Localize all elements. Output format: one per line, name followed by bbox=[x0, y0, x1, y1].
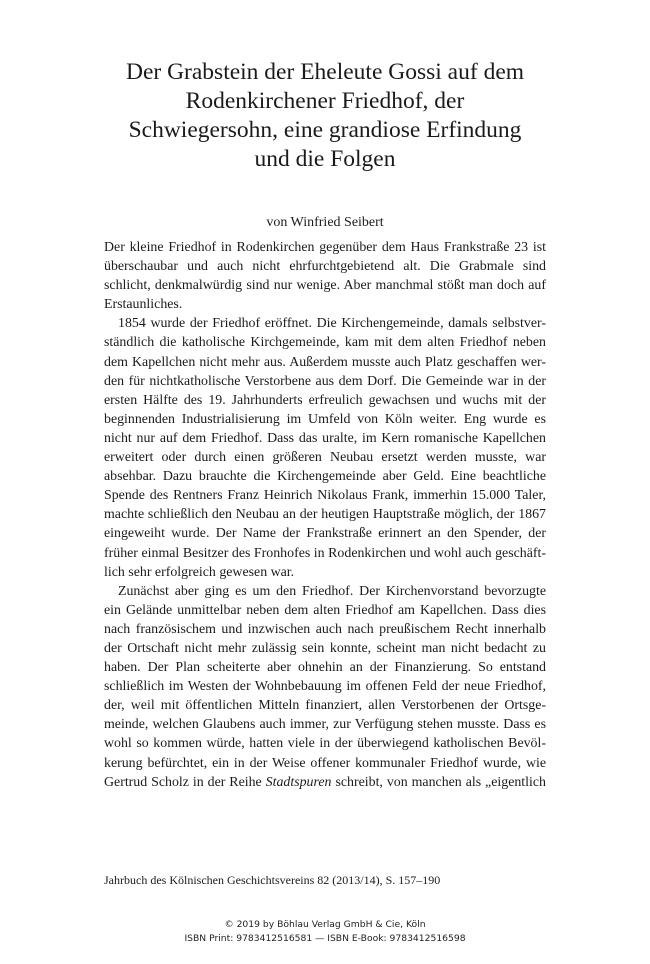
text-line: beginnenden Industrialisierung im Umfeld von Köln weiter. Eng wurde es bbox=[104, 411, 546, 427]
isbn-line: ISBN Print: 9783412516581 — ISBN E-Book: 9783412516598 bbox=[184, 933, 466, 944]
text-line bbox=[104, 773, 546, 792]
text-line: schließlich im Westen der Wohnbebauung im offenen Feld der neue Friedhof, bbox=[104, 679, 546, 695]
article-body bbox=[104, 238, 546, 792]
paragraph bbox=[104, 238, 546, 314]
text-line: ein Gelände unmittelbar neben dem alten Friedhof am Kapellchen. Dass dies bbox=[104, 602, 546, 618]
text-line: ständlich die katholische Kirchgemeinde, kam mit dem alten Friedhof neben bbox=[104, 335, 546, 351]
series-title: Stadtspuren bbox=[265, 774, 332, 790]
text-line: absehbar. Dazu brauchte die Kirchengemeinde aber Geld. Eine beachtliche bbox=[104, 469, 546, 485]
text-line: ersten Hälfte des 19. Jahrhunderts erfreulich gewachsen und wuchs mit der bbox=[104, 392, 546, 408]
paragraph bbox=[104, 582, 546, 792]
text-line: kerung befürchtet, ein in der Weise offener kommunaler Friedhof wurde, wie bbox=[104, 755, 546, 771]
text-line: dem Kapellchen nicht mehr aus. Außerdem musste auch Platz geschaffen wer- bbox=[104, 354, 546, 370]
text-line: Der kleine Friedhof in Rodenkirchen gegenüber dem Haus Frankstraße 23 ist bbox=[104, 240, 546, 255]
title-line: Der Grabstein der Eheleute Gossi auf dem bbox=[125, 59, 525, 85]
text-line: 1854 wurde der Friedhof eröffnet. Die Kirchengemeinde, damals selbstver- bbox=[118, 316, 546, 332]
text-line: Zunächst aber ging es um den Friedhof. Der Kirchenvorstand bevorzugte bbox=[118, 583, 546, 599]
imprint bbox=[0, 918, 650, 946]
text-line: machte schließlich den Neubau an der heutigen Hauptstraße möglich, der 1867 bbox=[104, 507, 546, 523]
text-line: nicht nur auf dem Friedhof. Dass das uralte, im Kern romanische Kapellchen bbox=[104, 430, 546, 446]
text-line: Erstaunliches. bbox=[104, 297, 183, 313]
text-line: lich sehr erfolgreich gewesen war. bbox=[104, 564, 295, 580]
text-line: nach französischem und inzwischen auch nach preußischem Recht innerhalb bbox=[104, 621, 546, 637]
author-byline: von Winfried Seibert bbox=[266, 215, 384, 230]
text-line: früher einmal Besitzer des Fronhofes in Rodenkirchen und wohl auch geschäft- bbox=[104, 545, 546, 561]
text-line: Spende des Rentners Franz Heinrich Nikolaus Frank, immerhin 15.000 Taler, bbox=[104, 488, 546, 504]
text-line: eingeweiht wurde. Der Name der Frankstraße erinnert an den Spender, der bbox=[104, 526, 546, 542]
text-line: überschaubar und auch nicht ehrfurchtgebietend alt. Die Grabmale sind bbox=[104, 259, 546, 275]
text-line: meinde, welchen Glaubens auch immer, zur Verfügung stehen musste. Dass es bbox=[104, 717, 546, 733]
title-line: und die Folgen bbox=[254, 146, 396, 172]
text-line: haben. Der Plan scheiterte aber ohnehin an der Finanzierung. So entstand bbox=[104, 660, 546, 676]
text-line: schlicht, denkmalwürdig sind nur wenige. Aber manchmal stößt man doch auf bbox=[104, 278, 546, 294]
article-title bbox=[80, 58, 570, 174]
text-line: der Ortschaft nicht mehr zulässig sein konnte, scheint man nicht bedacht zu bbox=[104, 640, 546, 656]
text-line: erweitert oder durch einen größeren Neubau ersetzt werden musste, war bbox=[104, 450, 546, 466]
text-line: den für nichtkatholische Verstorbene aus dem Dorf. Die Gemeinde war in der bbox=[104, 373, 546, 389]
paragraph bbox=[104, 314, 546, 581]
text-line: der, weil mit öffentlichen Mitteln finanziert, allen Verstorbenen der Ortsge- bbox=[104, 698, 546, 714]
text-segment: Gertrud Scholz in der Reihe bbox=[104, 774, 266, 790]
text-segment: schreibt, von manchen als „eigentlich bbox=[331, 774, 546, 790]
title-line: Schwiegersohn, eine grandiose Erfindung bbox=[128, 117, 522, 143]
journal-citation: Jahrbuch des Kölnischen Geschichtsvereins 82 (2013/14), S. 157–190 bbox=[104, 873, 441, 887]
copyright-line: © 2019 by Böhlau Verlag GmbH & Cie, Köln bbox=[224, 919, 426, 930]
title-line: Rodenkirchener Friedhof, der bbox=[185, 88, 465, 114]
text-line: wohl so kommen würde, hatten viele in der überwiegend katholischen Bevöl- bbox=[104, 736, 546, 752]
